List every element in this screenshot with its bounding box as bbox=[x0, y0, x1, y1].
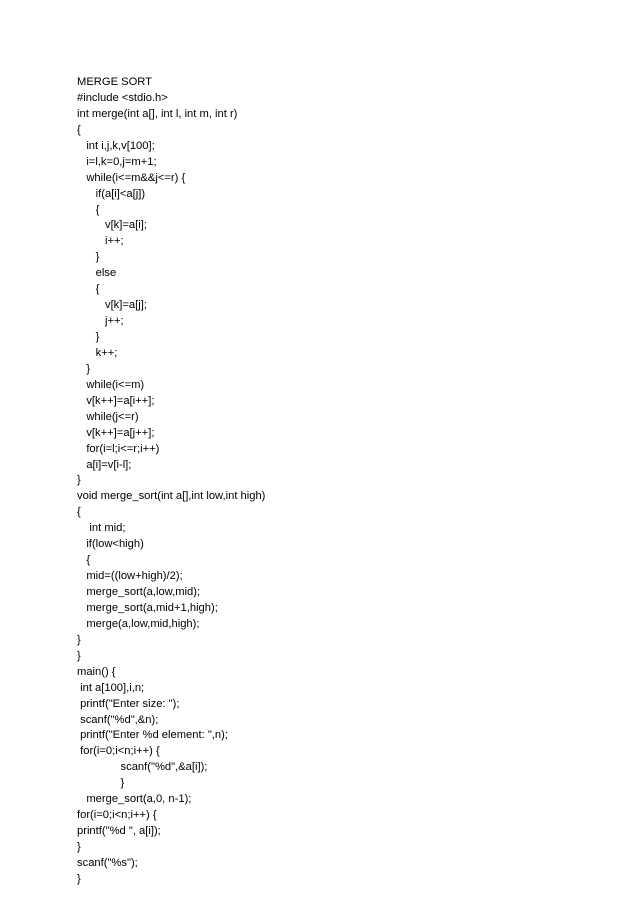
code-line: int merge(int a[], int l, int m, int r) bbox=[77, 107, 238, 120]
code-line: } bbox=[77, 777, 125, 790]
code-line: v[k++]=a[i++]; bbox=[77, 394, 155, 407]
code-line: } bbox=[77, 474, 81, 487]
code-line: #include <stdio.h> bbox=[77, 91, 168, 104]
code-line: else bbox=[77, 267, 117, 280]
code-line: } bbox=[77, 872, 81, 885]
code-line: int a[100],i,n; bbox=[77, 681, 145, 694]
code-line: mid=((low+high)/2); bbox=[77, 570, 183, 583]
code-line: } bbox=[77, 841, 81, 853]
code-line: for(i=0;i<n;i++) { bbox=[77, 745, 160, 758]
code-line: scanf("%d",&a[i]); bbox=[77, 761, 208, 774]
code-line: j++; bbox=[77, 315, 124, 328]
code-line: while(i<=m) bbox=[77, 378, 145, 391]
code-line: int mid; bbox=[77, 522, 126, 535]
code-line: } bbox=[77, 251, 100, 264]
code-line: { bbox=[77, 203, 100, 216]
code-line: MERGE SORT bbox=[77, 76, 153, 88]
code-line: merge(a,low,mid,high); bbox=[77, 617, 200, 630]
code-line: scanf("%s"); bbox=[77, 856, 138, 869]
code-line: } bbox=[77, 362, 91, 375]
code-line: int i,j,k,v[100]; bbox=[77, 139, 155, 152]
code-line: v[k]=a[j]; bbox=[77, 299, 147, 312]
code-line: k++; bbox=[77, 346, 118, 359]
code-line: merge_sort(a,0, n-1); bbox=[77, 793, 192, 806]
code-line: for(i=0;i<n;i++) { bbox=[77, 809, 157, 822]
code-line: { bbox=[77, 506, 81, 519]
code-line: } bbox=[77, 649, 81, 662]
code-line: a[i]=v[i-l]; bbox=[77, 458, 132, 471]
code-line: v[k++]=a[j++]; bbox=[77, 426, 155, 439]
code-line: } bbox=[77, 331, 100, 343]
code-line: merge_sort(a,low,mid); bbox=[77, 586, 201, 598]
code-line: i++; bbox=[77, 235, 124, 248]
code-line: if(a[i]<a[j]) bbox=[77, 187, 146, 200]
code-line: v[k]=a[i]; bbox=[77, 219, 147, 232]
code-line: while(i<=m&&j<=r) { bbox=[77, 171, 186, 184]
code-line: { bbox=[77, 283, 100, 296]
code-line: printf("Enter %d element: ",n); bbox=[77, 729, 228, 742]
code-line: scanf("%d",&n); bbox=[77, 713, 159, 726]
code-line: printf("Enter size: "); bbox=[77, 697, 180, 710]
code-line: i=l,k=0,j=m+1; bbox=[77, 155, 157, 168]
code-line: merge_sort(a,mid+1,high); bbox=[77, 601, 218, 614]
code-line: if(low<high) bbox=[77, 538, 144, 551]
code-line: { bbox=[77, 554, 91, 567]
code-line: } bbox=[77, 633, 81, 646]
code-line: for(i=l;i<=r;i++) bbox=[77, 442, 160, 455]
code-line: while(j<=r) bbox=[77, 410, 139, 423]
code-listing bbox=[77, 75, 265, 888]
code-line: { bbox=[77, 123, 81, 136]
code-line: void merge_sort(int a[],int low,int high) bbox=[77, 490, 266, 503]
code-line: printf("%d ", a[i]); bbox=[77, 825, 161, 838]
code-line: main() { bbox=[77, 665, 116, 678]
